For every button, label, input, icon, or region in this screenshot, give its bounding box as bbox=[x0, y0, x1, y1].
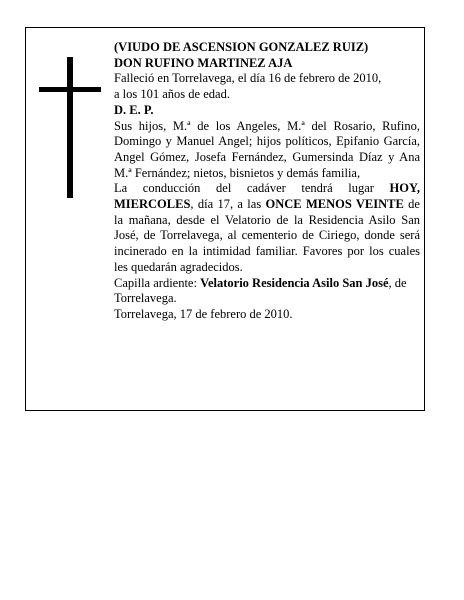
conduction-date: , día 17, a las bbox=[190, 197, 266, 212]
chapel-label: Capilla ardiente: bbox=[114, 275, 201, 290]
conduction-intro: La conducción del cadáver tendrá lugar bbox=[114, 181, 390, 196]
widower-line: (VIUDO DE ASCENSION GONZALEZ RUIZ) bbox=[114, 40, 369, 54]
notice-body bbox=[114, 40, 420, 323]
cross-vertical-bar bbox=[67, 57, 73, 198]
chapel-rest: , de Torrelavega. bbox=[114, 275, 407, 306]
death-line-1: Falleció en Torrelavega, el día 16 de febrero de 2010, bbox=[114, 71, 382, 86]
deceased-name: DON RUFINO MARTINEZ AJA bbox=[114, 55, 293, 70]
conduction-time: ONCE MENOS VEINTE bbox=[265, 197, 404, 212]
signoff-line: Torrelavega, 17 de febrero de 2010. bbox=[114, 306, 293, 321]
conduction-day: HOY, MIERCOLES bbox=[114, 181, 420, 212]
chapel-paragraph bbox=[114, 276, 420, 307]
cross-horizontal-bar bbox=[39, 87, 101, 92]
death-line-2: a los 101 años de edad. bbox=[114, 87, 230, 102]
cross-icon bbox=[39, 57, 101, 198]
family-paragraph: Sus hijos, M.ª de los Angeles, M.ª del Rosario, Rufino, Domingo y Manuel Angel; hijos políticos, Epifanio García, Angel Gómez, Josefa Fernández, Gumersinda Díaz y Ana M.ª Fernández; nietos, bisnietos y demás familia, bbox=[114, 118, 420, 180]
chapel-place: Velatorio Residencia Asilo San José bbox=[200, 275, 389, 290]
conduction-rest: de la mañana, desde el Velatorio de la Residencia Asilo San José, de Torrelavega, al cementerio de Ciriego, donde será incinerado en la intimidad familiar. Favores por los cuales les quedarán agradecidos. bbox=[114, 197, 420, 274]
rip-line: D. E. P. bbox=[114, 102, 154, 117]
obituary-notice bbox=[25, 27, 425, 411]
conduction-paragraph bbox=[114, 181, 420, 275]
